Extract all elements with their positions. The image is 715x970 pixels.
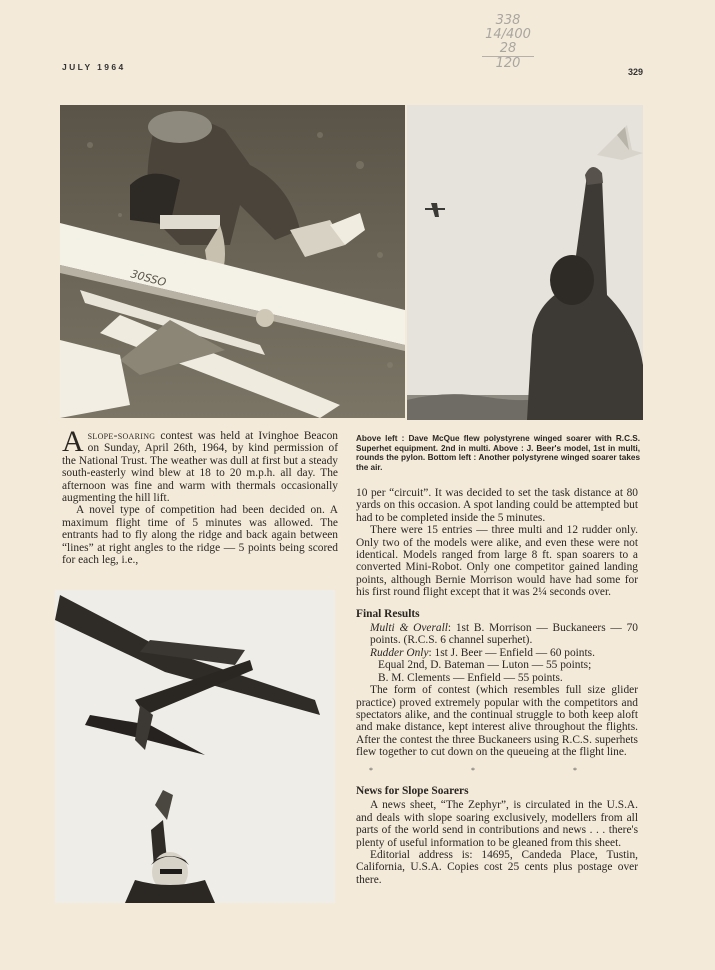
article-intro-paragraph (62, 425, 338, 505)
article-paragraph-4: There were 15 entries — three multi and 12 rudder only. Only two of the models were alike, and even these were not identical. Models ranged from large 8 ft. span soarers to a converted Mini-Robot. Only one competitor gained landing points, although Bernie Morrison would have had some for his first round flight except that it was 2¼ seconds over. (356, 524, 638, 599)
glider-marking: 30SSO (129, 267, 168, 290)
news-paragraph-2: Editorial address is: 14695, Candeda Place, Tustin, California, U.S.A. Copies cost 25 cents plus postage over there. (356, 848, 638, 886)
article-left-column (62, 425, 338, 567)
pencil-note: 14/400 (485, 27, 531, 42)
result-multi-text: : 1st B. Morrison — Buckaneers — 70 points. (R.C.S. 6 channel superhet). (370, 622, 638, 647)
lead-text: contest was held at Ivinghoe Beacon on Sunday, April 26th, 1964, by kind permission of the National Trust. The weather was dull at first but a steady south-easterly wind blew at 18 to 20 m.p.h. all day. The afternoon was fine and warm with thermals occasionally augmenting the hill lift. (62, 430, 338, 505)
article-closing-paragraph: The form of contest (which resembles full size glider practice) proved extremely popular with the competitors and spectators alike, and the continual struggle to both keep aloft and make distance, kept interest alive throughout the flights. After the contest the three Buckaneers using R.C.S. superhets flew together to cut down on the queueing at the flight line. (356, 684, 638, 759)
pencil-note: 28 (482, 42, 534, 57)
photo-launch-svg (407, 105, 643, 420)
photo-caption: Above left : Dave McQue flew polystyrene winged soarer with R.C.S. Superhet equipment. 2nd in multi. Above : J. Beer's model, 1st in multi, rounds the pylon. Bottom left : Another polystyrene winged soarer takes the air. (356, 434, 640, 472)
article-paragraph-3: 10 per “circuit”. It was decided to set the task distance at 80 yards on this occasion. A spot landing could be attempted but had to be completed inside the 5 minutes. (356, 487, 638, 524)
photo-modeller-with-glider (60, 105, 405, 418)
pencil-annotation (468, 14, 548, 71)
running-head: JULY 1964 (62, 62, 126, 72)
pencil-note: 120 (495, 56, 521, 71)
result-rudder (356, 647, 638, 659)
result-rudder-line3: B. M. Clements — Enfield — 55 points. (378, 671, 563, 684)
page-number: 329 (628, 67, 644, 77)
article-paragraph-2: A novel type of competition had been decided on. A maximum flight time of 5 minutes was allowed. The entrants had to fly along the ridge and back again between “lines” at right angles to the ridge — 5 points being scored for each leg, i.e., (62, 504, 338, 567)
news-heading: News for Slope Soarers (356, 784, 469, 797)
result-rudder-label: Rudder Only (370, 646, 429, 659)
pencil-note: 338 (495, 13, 521, 28)
section-separator: * * * (369, 765, 625, 775)
photo-model-launch (407, 105, 643, 420)
result-multi (356, 622, 638, 647)
photo-soarer-svg (55, 590, 335, 903)
article-right-column (356, 487, 638, 886)
result-multi-label: Multi & Overall (370, 622, 448, 635)
lead-smallcaps: slope-soaring (87, 430, 156, 442)
photo-modeller-svg (60, 105, 405, 418)
result-rudder-line2: Equal 2nd, D. Bateman — Luton — 55 points; (378, 659, 592, 672)
result-rudder-text: : 1st J. Beer — Enfield — 60 points. (428, 646, 595, 659)
photo-soarer-overhead (55, 590, 335, 903)
final-results-heading: Final Results (356, 607, 420, 620)
drop-cap: A (62, 425, 84, 458)
news-paragraph-1: A news sheet, “The Zephyr”, is circulated in the U.S.A. and deals with slope soaring exclusively, modellers from all parts of the world send in contributions and news . . . there's plenty of useful information to be gleaned from this sheet. (356, 799, 638, 849)
